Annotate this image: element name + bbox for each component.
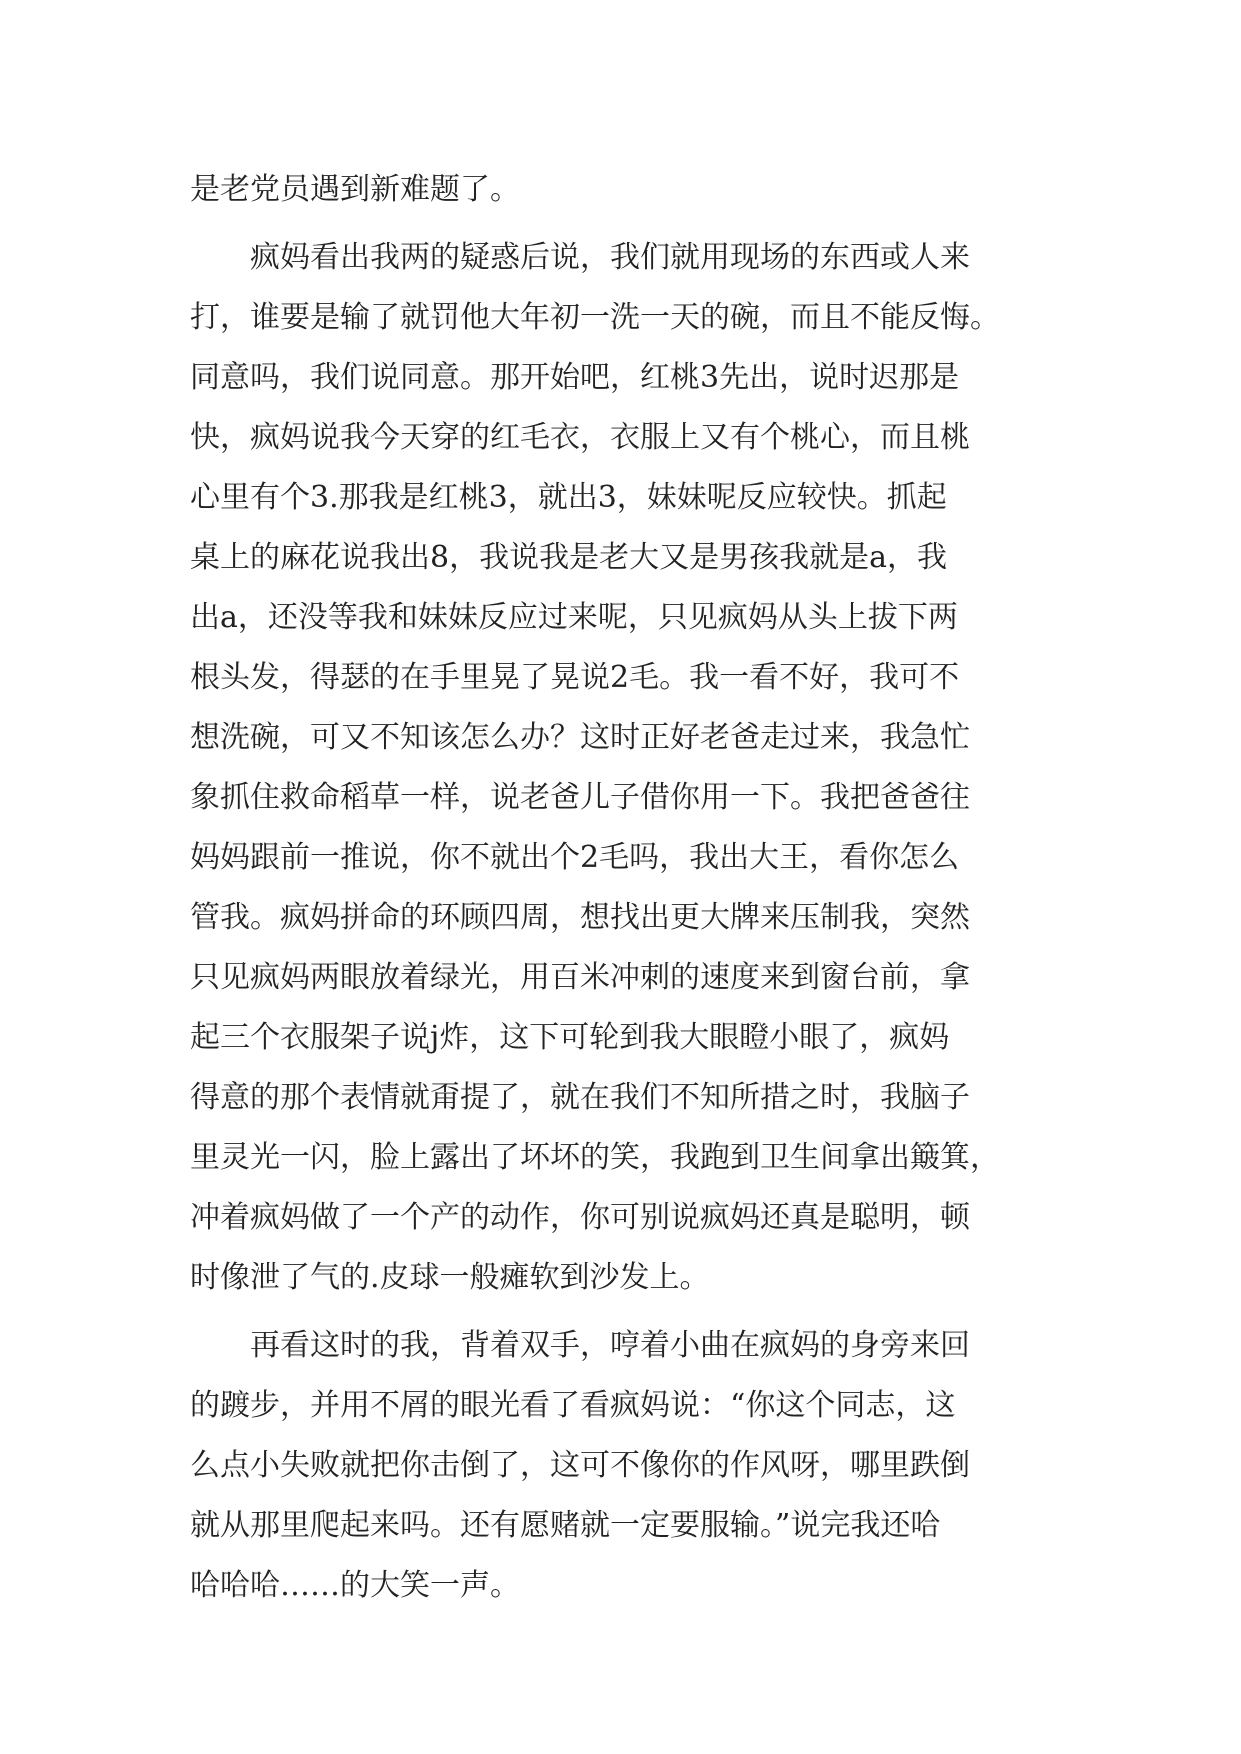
text-line: 疯妈看出我两的疑惑后说，我们就用现场的东西或人来 bbox=[190, 240, 970, 275]
text-line: 象抓住救命稻草一样，说老爸儿子借你用一下。我把爸爸往 bbox=[190, 780, 970, 815]
text-line: 桌上的麻花说我出8，我说我是老大又是男孩我就是a，我 bbox=[190, 540, 947, 575]
text-line: 打，谁要是输了就罚他大年初一洗一天的碗，而且不能反悔。 bbox=[190, 300, 1000, 335]
text-line: 只见疯妈两眼放着绿光，用百米冲刺的速度来到窗台前，拿 bbox=[190, 960, 970, 995]
text-line: 想洗碗，可又不知该怎么办？这时正好老爸走过来，我急忙 bbox=[190, 720, 970, 755]
text-line: 时像泄了气的.皮球一般瘫软到沙发上。 bbox=[190, 1260, 710, 1295]
text-line: 再看这时的我，背着双手，哼着小曲在疯妈的身旁来回 bbox=[190, 1328, 970, 1363]
paragraph-2 bbox=[190, 228, 1060, 1308]
paragraph-1 bbox=[190, 160, 1060, 220]
text-line: 出a，还没等我和妹妹反应过来呢，只见疯妈从头上拔下两 bbox=[190, 600, 958, 635]
text-line: 根头发，得瑟的在手里晃了晃说2毛。我一看不好，我可不 bbox=[190, 660, 960, 695]
text-line: 是老党员遇到新难题了。 bbox=[190, 172, 520, 207]
text-line: 快，疯妈说我今天穿的红毛衣，衣服上又有个桃心，而且桃 bbox=[190, 420, 970, 455]
text-line: 心里有个3.那我是红桃3，就出3，妹妹呢反应较快。抓起 bbox=[190, 480, 947, 515]
text-line: 么点小失败就把你击倒了，这可不像你的作风呀，哪里跌倒 bbox=[190, 1448, 970, 1483]
text-line: 妈妈跟前一推说，你不就出个2毛吗，我出大王，看你怎么 bbox=[190, 840, 960, 875]
paragraph-3 bbox=[190, 1316, 1060, 1616]
text-line: 里灵光一闪，脸上露出了坏坏的笑，我跑到卫生间拿出簸箕， bbox=[190, 1140, 1000, 1175]
text-line: 得意的那个表情就甭提了，就在我们不知所措之时，我脑子 bbox=[190, 1080, 970, 1115]
text-line: 同意吗，我们说同意。那开始吧，红桃3先出，说时迟那是 bbox=[190, 360, 960, 395]
document-body bbox=[190, 160, 1060, 1616]
text-line: 冲着疯妈做了一个产的动作，你可别说疯妈还真是聪明，顿 bbox=[190, 1200, 970, 1235]
text-line: 哈哈哈……的大笑一声。 bbox=[190, 1568, 520, 1603]
text-line: 就从那里爬起来吗。还有愿赌就一定要服输。”说完我还哈 bbox=[190, 1508, 941, 1543]
text-line: 的踱步，并用不屑的眼光看了看疯妈说：“你这个同志，这 bbox=[190, 1388, 956, 1423]
text-line: 管我。疯妈拼命的环顾四周，想找出更大牌来压制我，突然 bbox=[190, 900, 970, 935]
text-line: 起三个衣服架子说j炸，这下可轮到我大眼瞪小眼了，疯妈 bbox=[190, 1020, 950, 1055]
